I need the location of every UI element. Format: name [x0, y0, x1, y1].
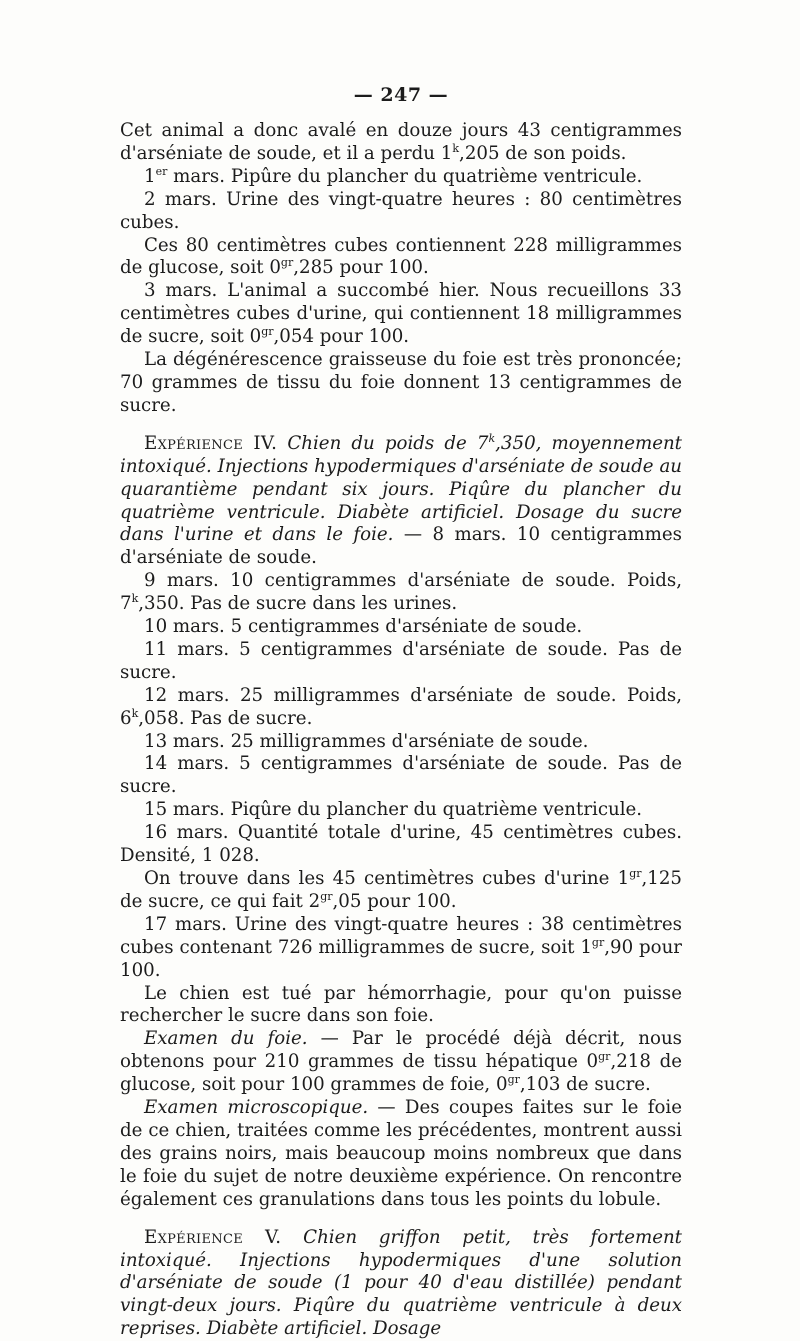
text: 9 mars. 10 centigrammes d'arséniate de soude. Poids, 7	[120, 570, 682, 615]
paragraph-mars-10: 10 mars. 5 centigrammes d'arséniate de soude.	[144, 616, 583, 638]
experience-4-heading	[120, 433, 682, 570]
superscript: gr	[629, 866, 642, 880]
page-body	[120, 120, 682, 1341]
text: 17 mars. Urine des vingt-quatre heures : 38 centimètres cubes contenant 726 milligrammes de sucre, soit 1	[120, 913, 682, 958]
paragraph-mars-13: 13 mars. 25 milligrammes d'arséniate de soude.	[144, 730, 589, 752]
text: 12 mars. 25 milligrammes d'arséniate de soude. Poids, 6	[120, 684, 682, 729]
text: On trouve dans les 45 centimètres cubes d'urine 1	[144, 868, 630, 889]
experience-label: Expérience IV.	[144, 432, 278, 454]
text: ,103 de sucre.	[519, 1074, 651, 1096]
text: mars. Pipûre du plancher du quatrième ventricule.	[167, 165, 643, 187]
paragraph-mars-3	[120, 280, 682, 349]
superscript: k	[488, 431, 496, 445]
text: ,350, moyennement intoxiqué. Injections hypodermiques d'arséniate de soude au quarantième pendant six jours. Piqûre du plancher du quatrième ventricule. Diabète artificiel. Dosage du sucre dans l'urine et dans le foie.	[120, 432, 682, 546]
superscript: er	[155, 164, 168, 178]
superscript: k	[452, 141, 460, 155]
text: 1	[144, 165, 156, 187]
paragraph-mars-14: 14 mars. 5 centigrammes d'arséniate de soude. Pas de sucre.	[120, 753, 682, 798]
text: ,90 pour 100.	[120, 936, 682, 981]
experience-label: Expérience V.	[144, 1226, 282, 1248]
text: ,054 pour 100.	[273, 326, 410, 348]
text: 3 mars. L'animal a succombé hier. Nous recueillons 33 centimètres cubes d'urine, qui contiennent 18 milligrammes de sucre, soit 0	[120, 280, 682, 348]
text: ,350. Pas de sucre dans les urines.	[138, 593, 458, 615]
paragraph-mars-1	[120, 166, 682, 189]
paragraph-sucre-urine	[120, 868, 682, 914]
paragraph-mars-16: 16 mars. Quantité totale d'urine, 45 centimètres cubes. Densité, 1 028.	[120, 822, 682, 867]
text: ,218 de glucose, soit pour 100 grammes de foie, 0	[120, 1051, 682, 1096]
text: ,058. Pas de sucre.	[138, 707, 313, 729]
superscript: gr	[320, 889, 333, 903]
page-number: — 247 —	[353, 84, 449, 106]
paragraph-mars-11: 11 mars. 5 centigrammes d'arséniate de soude. Pas de sucre.	[120, 638, 682, 683]
superscript: k	[131, 706, 139, 720]
paragraph-glucose	[120, 235, 682, 281]
paragraph-mars-2: 2 mars. Urine des vingt-quatre heures : 80 centimètres cubes.	[120, 188, 682, 233]
italic-label: Examen du foie.	[144, 1028, 308, 1050]
superscript: gr	[507, 1073, 520, 1087]
paragraph-chien-tue: Le chien est tué par hémorrhagie, pour qu'on puisse rechercher le sucre dans son foie.	[120, 982, 682, 1027]
superscript: gr	[261, 325, 274, 339]
paragraph-summary	[120, 120, 682, 166]
text: ,285 pour 100.	[293, 257, 429, 279]
text: — 8 mars. 10 centigrammes d'arséniate de soude.	[120, 524, 683, 569]
text: Cet animal a donc avalé en douze jours 43 centigrammes d'arséniate de soude, et il a perdu 1	[120, 120, 682, 164]
paragraph-degenerescence: La dégénérescence graisseuse du foie est très prononcée; 70 grammes de tissu du foie donnent 13 centigrammes de sucre.	[120, 349, 682, 416]
italic-label: Examen microscopique.	[144, 1097, 369, 1119]
experience-5-heading	[120, 1227, 682, 1341]
superscript: gr	[591, 935, 605, 949]
paragraph-examen-foie	[120, 1028, 682, 1097]
paragraph-mars-15: 15 mars. Piqûre du plancher du quatrième ventricule.	[144, 799, 643, 821]
text: — Des coupes faites sur le foie de ce chien, traitées comme les précédentes, montrent aussi des grains noirs, mais beaucoup moins nombreux que dans le foie du sujet de notre deuxième expérience. On rencontre également ces granulations dans tous les points du lobule.	[120, 1097, 682, 1210]
experience-title: Chien griffon petit, très fortement intoxiqué. Injections hypodermiques d'une solution d'arséniate de soude (1 pour 40 d'eau distillée) pendant vingt-deux jours. Piqûre du quatrième ventricule à deux reprises. Diabète artificiel. Dosage	[120, 1226, 682, 1340]
text: ,05 pour 100.	[332, 890, 457, 912]
paragraph-mars-12	[120, 685, 682, 731]
text: Chien du poids de 7	[287, 432, 489, 454]
superscript: gr	[598, 1050, 611, 1064]
paragraph-examen-microscopique	[120, 1097, 682, 1212]
text: — Par le procédé déjà décrit, nous obtenons pour 210 grammes de tissu hépatique 0	[120, 1028, 682, 1073]
paragraph-mars-9	[120, 570, 682, 616]
superscript: gr	[280, 256, 294, 270]
paragraph-mars-17	[120, 914, 682, 983]
text: ,125 de sucre, ce qui fait 2	[120, 868, 682, 912]
superscript: k	[131, 592, 139, 606]
text: Ces 80 centimètres cubes contiennent 228 milligrammes de glucose, soit 0	[120, 234, 682, 279]
text: ,205 de son poids.	[459, 142, 627, 164]
